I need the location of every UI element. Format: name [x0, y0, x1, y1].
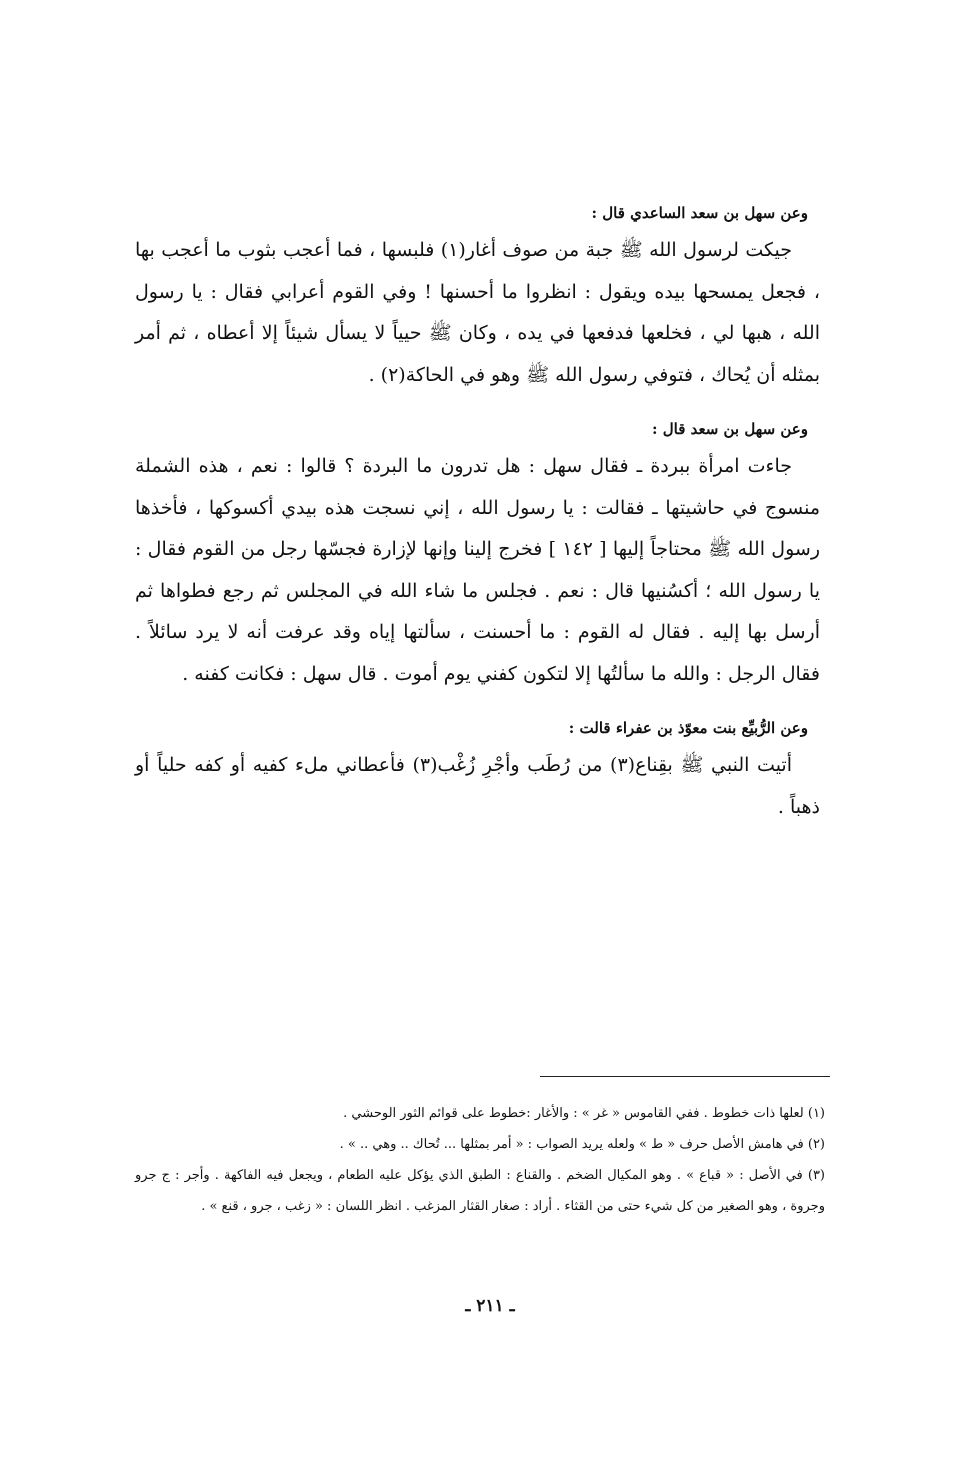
hadith-section-3 — [135, 715, 820, 828]
footnote-1: (١) لعلها ذات خطوط . ففي القاموس « غر » : والأغار :خطوط على قوائم الثور الوحشي . — [343, 1106, 825, 1121]
section-paragraph: أتيت النبي ﷺ بقِناع(٣) من رُطَب وأجْرِ زُغْب(٣) فأعطاني ملء كفيه أو كفه حلياً أو ذهباً . — [135, 754, 820, 818]
section-heading: وعن الرُّبيِّع بنت معوّذ بن عفراء قالت : — [568, 719, 808, 737]
footnote-3: (٣) في الأصل : « قباع » . وهو المكيال الضخم . والقناع : الطبق الذي يؤكل عليه الطعام ، ويجعل فيه الفاكهة . وأجر : ج جرو وجروة ، وهو الصغير من كل شيء حتى من القثاء . أراد : صغار القثار المزغب . انظر اللسان : « زغب ، جرو ، قنع » . — [135, 1168, 825, 1214]
footnote-2: (٢) في هامش الأصل حرف « ط » ولعله يريد الصواب : « أمر بمثلها ... تُحاك .. وهي .. » . — [339, 1137, 825, 1152]
main-text — [135, 200, 820, 848]
footnotes — [135, 1098, 825, 1222]
section-paragraph: جيكت لرسول الله ﷺ جبة من صوف أغار(١) فلبسها ، فما أعجب بثوب ما أعجب بها ، فجعل يمسحها بيده ويقول : انظروا ما أحسنها ! وفي القوم أعرابي فقال : يا رسول الله ، هبها لي ، فخلعها فدفعها في يده ، وكان ﷺ حيياً لا يسأل شيئاً إلا أعطاه ، ثم أمر بمثله أن يُحاك ، فتوفي رسول الله ﷺ وهو في الحاكة(٢) . — [135, 239, 820, 386]
section-paragraph: جاءت امرأة ببردة ـ فقال سهل : هل تدرون ما البردة ؟ قالوا : نعم ، هذه الشملة منسوج في حاشيتها ـ فقالت : يا رسول الله ، إني نسجت هذه بيدي أكسوكها ، فأخذها رسول الله ﷺ محتاجاً إليها [ ١٤٢ ] فخرج إلينا وإنها لإزارة فجسّها رجل من القوم فقال : يا رسول الله ؛ أكسُنيها قال : نعم . فجلس ما شاء الله في المجلس ثم رجع فطواها ثم أرسل بها إليه . فقال له القوم : ما أحسنت ، سألتها إياه وقد عرفت أنه لا يرد سائلاً . فقال الرجل : والله ما سألتُها إلا لتكون كفني يوم أموت . قال سهل : فكانت كفنه . — [135, 455, 820, 685]
hadith-section-2 — [135, 416, 820, 695]
page-number: ـ ٢١١ ـ — [465, 1296, 515, 1316]
hadith-section-1 — [135, 200, 820, 396]
footnote-divider — [540, 1076, 830, 1077]
section-heading: وعن سهل بن سعد قال : — [651, 420, 808, 438]
section-heading: وعن سهل بن سعد الساعدي قال : — [591, 204, 808, 222]
